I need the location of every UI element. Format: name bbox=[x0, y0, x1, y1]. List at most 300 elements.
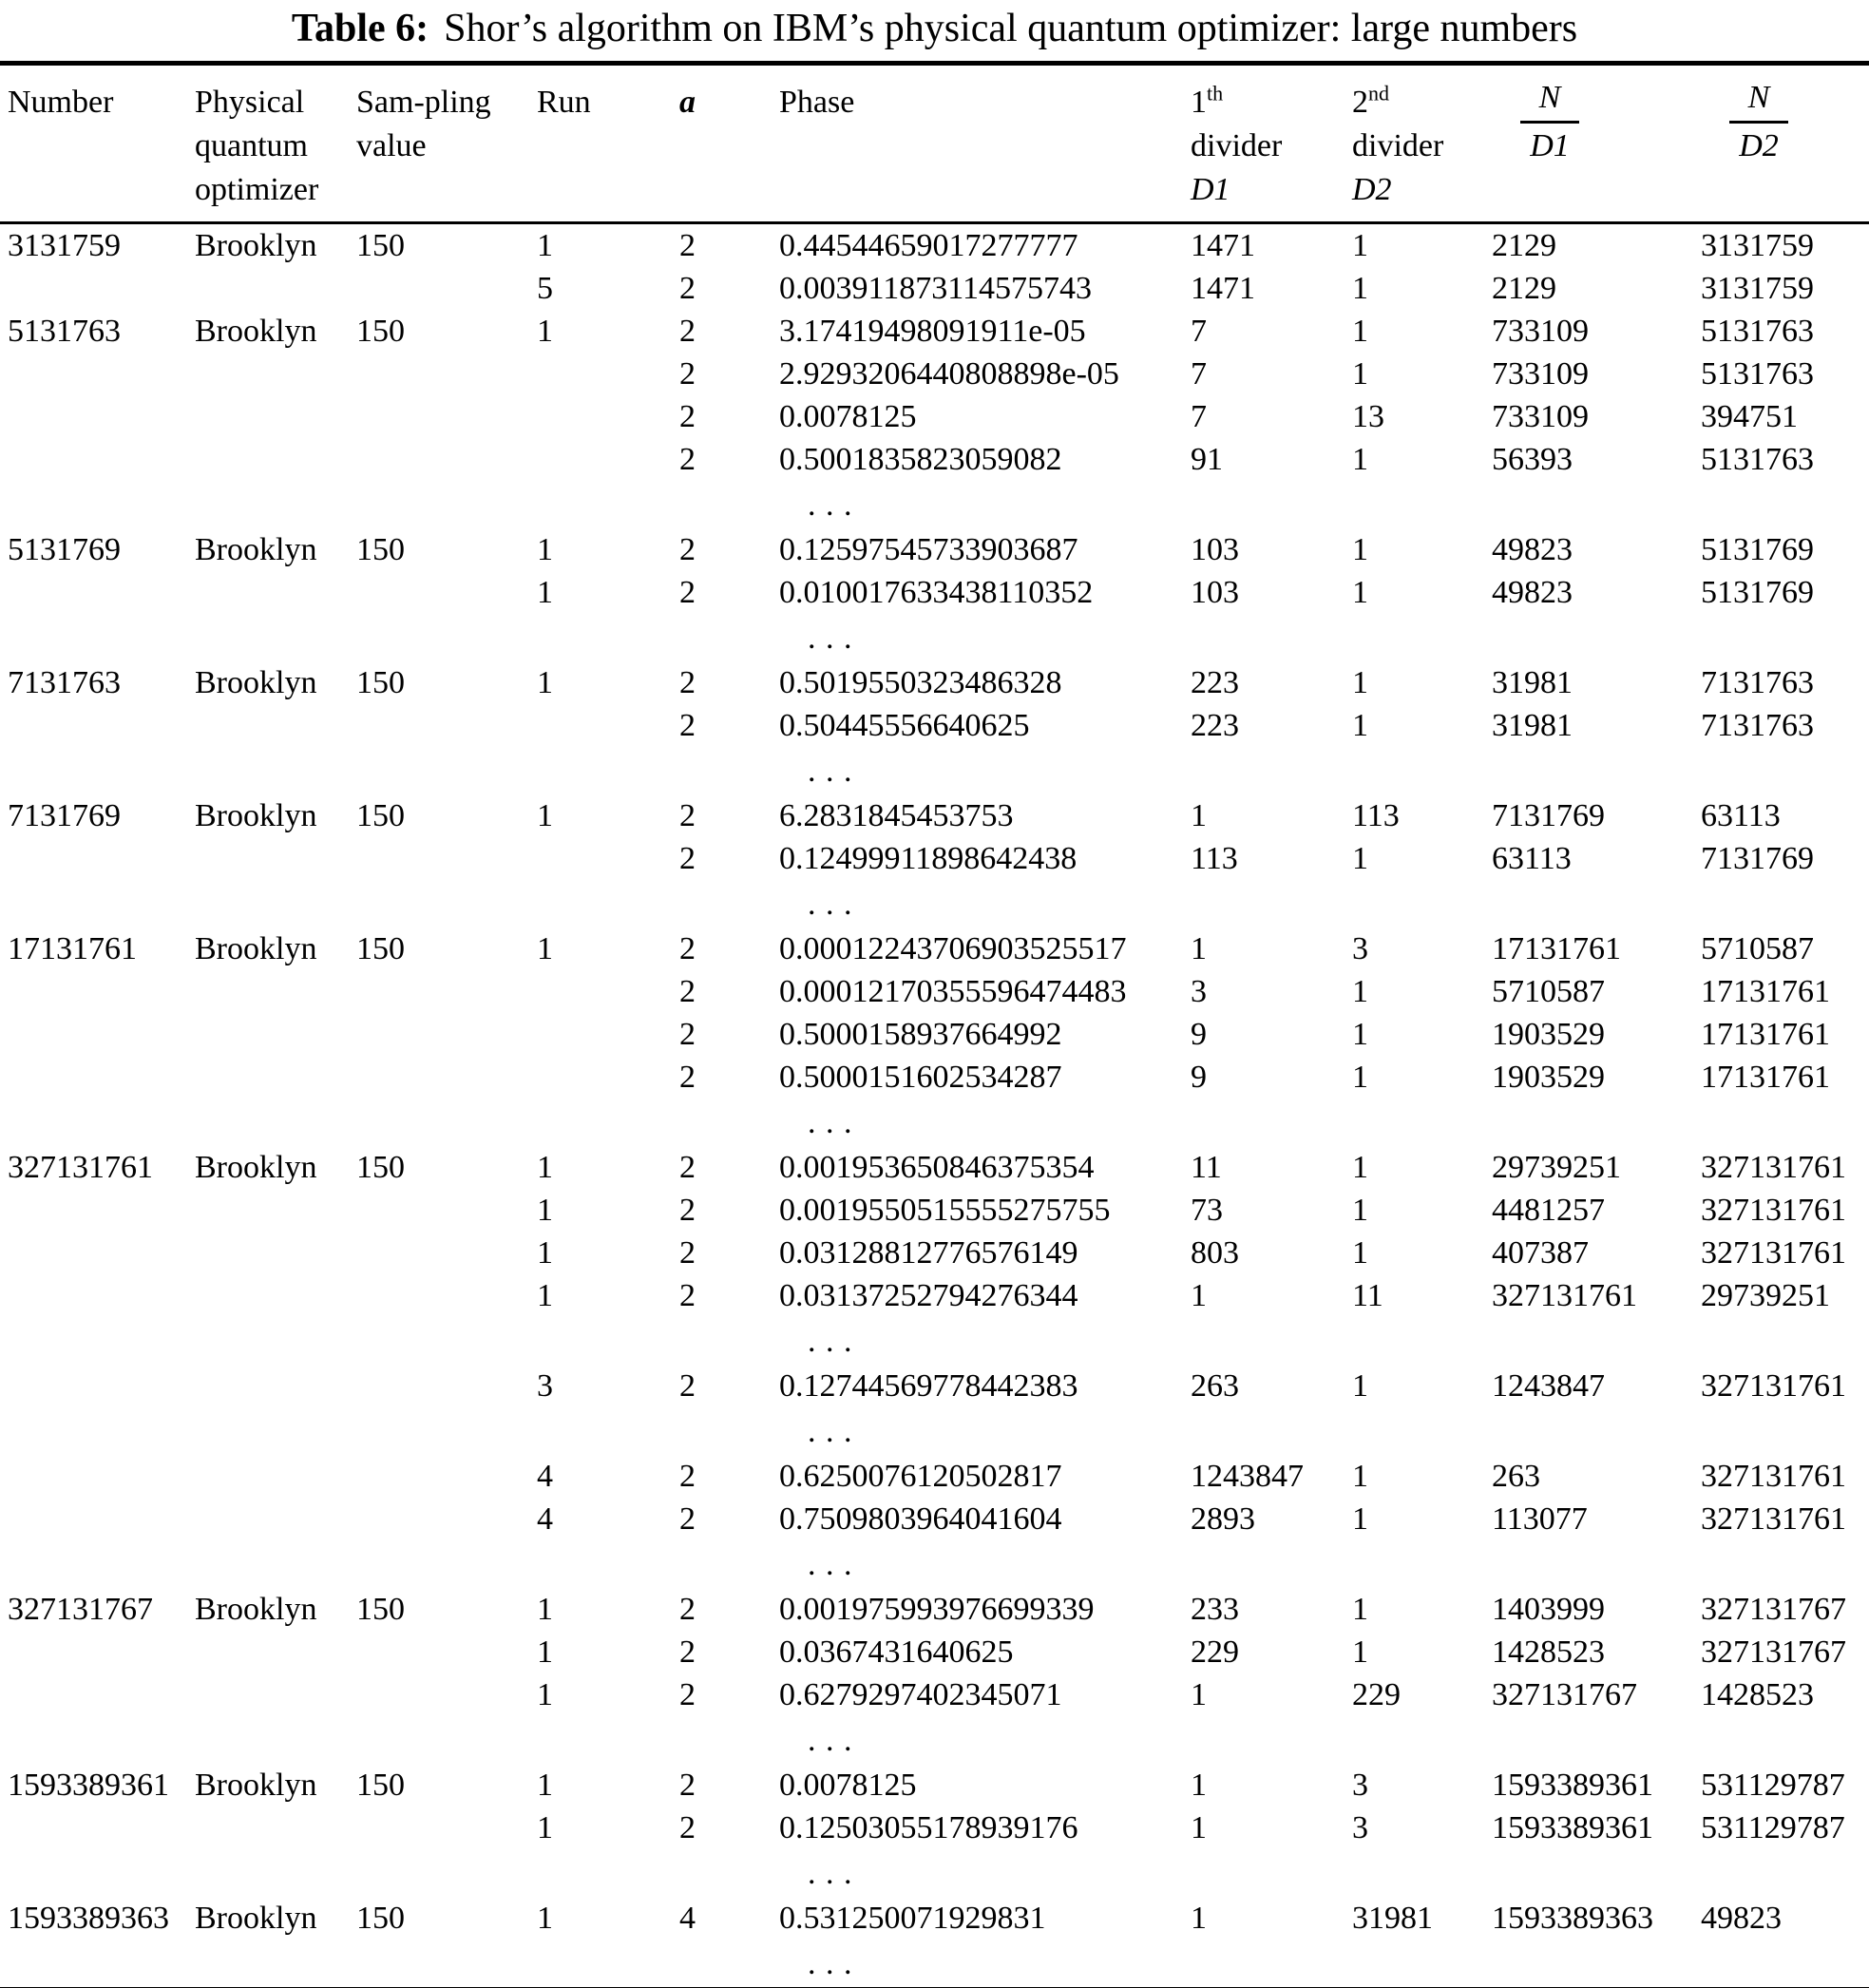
cell-a: 2 bbox=[679, 1368, 696, 1404]
cell-number bbox=[0, 1631, 195, 1673]
table-row bbox=[0, 395, 1869, 438]
cell-nd2: 29739251 bbox=[1701, 1278, 1830, 1313]
cell-nd2: 5131769 bbox=[1701, 575, 1814, 610]
cell-d2 bbox=[1352, 1099, 1492, 1146]
cell-optimizer bbox=[195, 438, 356, 481]
col-header-optimizer: Physical quantum optimizer bbox=[195, 85, 319, 207]
cell-d2: 1 bbox=[1352, 1501, 1368, 1537]
cell-d1: 113 bbox=[1191, 841, 1238, 876]
cell-optimizer bbox=[195, 1849, 356, 1897]
cell-sampling bbox=[356, 267, 537, 310]
cell-sampling bbox=[356, 704, 537, 747]
cell-d1 bbox=[1191, 1099, 1352, 1146]
fraction-bar bbox=[1729, 121, 1788, 124]
cell-nd1: 2129 bbox=[1492, 228, 1556, 263]
cell-phase: 0.5000158937664992 bbox=[779, 1017, 1062, 1052]
cell-run: 1 bbox=[537, 798, 553, 833]
cell-d1 bbox=[1191, 1716, 1352, 1764]
cell-number bbox=[0, 1673, 195, 1716]
cell-run: 1 bbox=[537, 1810, 553, 1845]
cell-number: 3131759 bbox=[8, 228, 121, 263]
cell-run bbox=[537, 1056, 679, 1099]
table-row bbox=[0, 1274, 1869, 1317]
cell-nd1: 733109 bbox=[1492, 356, 1589, 392]
cell-sampling: 150 bbox=[356, 1150, 405, 1185]
ellipsis-row bbox=[0, 1716, 1869, 1764]
cell-run: 1 bbox=[537, 1235, 553, 1271]
cell-a: 2 bbox=[679, 841, 696, 876]
cell-sampling bbox=[356, 1099, 537, 1146]
table-caption-text: Shor’s algorithm on IBM’s physical quantum optimizer: large numbers bbox=[444, 7, 1578, 50]
cell-optimizer: Brooklyn bbox=[195, 228, 317, 263]
table-row bbox=[0, 1631, 1869, 1673]
cell-d1: 91 bbox=[1191, 442, 1223, 477]
col-header-n-over-d1 bbox=[1492, 64, 1701, 223]
cell-phase: . . . bbox=[808, 886, 853, 922]
cell-nd2: 3131759 bbox=[1701, 271, 1814, 306]
cell-d1: 1 bbox=[1191, 1278, 1207, 1313]
fraction-bar bbox=[1520, 121, 1579, 124]
cell-a: 2 bbox=[679, 708, 696, 743]
cell-nd1: 1403999 bbox=[1492, 1592, 1605, 1627]
cell-d1: 103 bbox=[1191, 532, 1239, 567]
table-row bbox=[0, 1764, 1869, 1806]
cell-nd2 bbox=[1701, 880, 1869, 927]
cell-sampling bbox=[356, 1631, 537, 1673]
cell-number bbox=[0, 1365, 195, 1407]
cell-nd2 bbox=[1701, 1540, 1869, 1588]
cell-sampling bbox=[356, 571, 537, 614]
cell-nd2: 5131763 bbox=[1701, 314, 1814, 349]
cell-optimizer bbox=[195, 1274, 356, 1317]
cell-a: 2 bbox=[679, 1278, 696, 1313]
cell-nd1: 327131761 bbox=[1492, 1278, 1637, 1313]
cell-optimizer bbox=[195, 970, 356, 1013]
cell-sampling bbox=[356, 614, 537, 661]
cell-phase: . . . bbox=[808, 1722, 853, 1758]
cell-sampling bbox=[356, 970, 537, 1013]
cell-d1: 7 bbox=[1191, 356, 1207, 392]
cell-phase: 0.00012170355596474483 bbox=[779, 974, 1127, 1009]
cell-nd1: 31981 bbox=[1492, 708, 1573, 743]
cell-number: 327131767 bbox=[8, 1592, 153, 1627]
cell-phase: 0.44544659017277777 bbox=[779, 228, 1078, 263]
cell-optimizer bbox=[195, 1317, 356, 1365]
cell-sampling bbox=[356, 1716, 537, 1764]
ellipsis-row bbox=[0, 880, 1869, 927]
table-row bbox=[0, 571, 1869, 614]
results-table bbox=[0, 61, 1869, 1988]
cell-a: 2 bbox=[679, 399, 696, 434]
ellipsis-row bbox=[0, 1407, 1869, 1455]
cell-phase: 0.001953650846375354 bbox=[779, 1150, 1095, 1185]
cell-nd1: 1593389361 bbox=[1492, 1768, 1653, 1803]
cell-run bbox=[537, 353, 679, 395]
cell-d2: 1 bbox=[1352, 1592, 1368, 1627]
cell-d1: 1 bbox=[1191, 1677, 1207, 1712]
cell-d2: 1 bbox=[1352, 271, 1368, 306]
cell-run: 1 bbox=[537, 1193, 553, 1228]
table-caption bbox=[0, 0, 1869, 59]
cell-a: 2 bbox=[679, 532, 696, 567]
cell-number bbox=[0, 1099, 195, 1146]
cell-a bbox=[679, 880, 779, 927]
cell-phase: . . . bbox=[808, 487, 853, 523]
cell-nd2: 531129787 bbox=[1701, 1768, 1845, 1803]
cell-nd1: 17131761 bbox=[1492, 931, 1621, 966]
cell-nd2 bbox=[1701, 1716, 1869, 1764]
cell-phase: 3.17419498091911e-05 bbox=[779, 314, 1086, 349]
cell-a: 4 bbox=[679, 1901, 696, 1936]
cell-optimizer: Brooklyn bbox=[195, 665, 317, 700]
cell-phase: 0.03137252794276344 bbox=[779, 1278, 1078, 1313]
cell-nd2: 17131761 bbox=[1701, 974, 1830, 1009]
fraction-n-d1: $\frac{N}{D1}$ bbox=[1520, 77, 1579, 167]
cell-d2: 1 bbox=[1352, 1150, 1368, 1185]
cell-d1: 9 bbox=[1191, 1017, 1207, 1052]
cell-nd1: 5710587 bbox=[1492, 974, 1605, 1009]
cell-d2: 31981 bbox=[1352, 1901, 1433, 1936]
cell-phase: . . . bbox=[808, 620, 853, 656]
cell-sampling: 150 bbox=[356, 1901, 405, 1936]
cell-sampling bbox=[356, 747, 537, 794]
table-row bbox=[0, 1189, 1869, 1232]
cell-a: 2 bbox=[679, 1193, 696, 1228]
cell-nd1: 733109 bbox=[1492, 399, 1589, 434]
cell-number bbox=[0, 1232, 195, 1274]
col-header-run: Run bbox=[537, 85, 591, 120]
cell-nd1 bbox=[1492, 1099, 1701, 1146]
cell-optimizer bbox=[195, 1940, 356, 1988]
cell-number bbox=[0, 1056, 195, 1099]
cell-optimizer: Brooklyn bbox=[195, 1150, 317, 1185]
cell-a: 2 bbox=[679, 1459, 696, 1494]
cell-a bbox=[679, 1540, 779, 1588]
cell-number: 1593389363 bbox=[8, 1901, 169, 1936]
cell-nd1: 49823 bbox=[1492, 532, 1573, 567]
cell-optimizer bbox=[195, 1189, 356, 1232]
ellipsis-row bbox=[0, 1940, 1869, 1988]
cell-a: 2 bbox=[679, 356, 696, 392]
cell-run: 1 bbox=[537, 1150, 553, 1185]
cell-nd2: 5131763 bbox=[1701, 442, 1814, 477]
cell-nd2 bbox=[1701, 481, 1869, 528]
cell-nd2 bbox=[1701, 1849, 1869, 1897]
cell-sampling bbox=[356, 1540, 537, 1588]
ellipsis-row bbox=[0, 747, 1869, 794]
col-header-sampling: Sam-pling value bbox=[356, 85, 491, 163]
cell-d2 bbox=[1352, 1317, 1492, 1365]
cell-d2: 113 bbox=[1352, 798, 1400, 833]
cell-sampling: 150 bbox=[356, 532, 405, 567]
table-row bbox=[0, 661, 1869, 704]
cell-d2: 3 bbox=[1352, 931, 1368, 966]
cell-number: 17131761 bbox=[8, 931, 137, 966]
cell-phase: 0.12597545733903687 bbox=[779, 532, 1078, 567]
table-row bbox=[0, 1455, 1869, 1498]
cell-d1 bbox=[1191, 1540, 1352, 1588]
cell-optimizer: Brooklyn bbox=[195, 1901, 317, 1936]
cell-optimizer bbox=[195, 1232, 356, 1274]
cell-nd1: 7131769 bbox=[1492, 798, 1605, 833]
cell-optimizer bbox=[195, 481, 356, 528]
cell-run: 1 bbox=[537, 931, 553, 966]
cell-sampling: 150 bbox=[356, 1592, 405, 1627]
cell-optimizer bbox=[195, 1498, 356, 1540]
cell-a bbox=[679, 614, 779, 661]
cell-d2 bbox=[1352, 1540, 1492, 1588]
cell-number bbox=[0, 614, 195, 661]
col-header-a: a bbox=[679, 85, 696, 120]
cell-nd2: 1428523 bbox=[1701, 1677, 1814, 1712]
table-row bbox=[0, 1232, 1869, 1274]
cell-nd1: 29739251 bbox=[1492, 1150, 1621, 1185]
table-row bbox=[0, 927, 1869, 970]
cell-phase: 0.7509803964041604 bbox=[779, 1501, 1062, 1537]
cell-run bbox=[537, 880, 679, 927]
cell-run bbox=[537, 747, 679, 794]
cell-phase: 0.12499911898642438 bbox=[779, 841, 1078, 876]
cell-d2: 11 bbox=[1352, 1278, 1383, 1313]
cell-sampling bbox=[356, 1849, 537, 1897]
cell-sampling bbox=[356, 1013, 537, 1056]
cell-number bbox=[0, 438, 195, 481]
cell-sampling: 150 bbox=[356, 665, 405, 700]
cell-phase: . . . bbox=[808, 1323, 853, 1359]
cell-optimizer: Brooklyn bbox=[195, 532, 317, 567]
cell-sampling bbox=[356, 1274, 537, 1317]
cell-nd2: 531129787 bbox=[1701, 1810, 1845, 1845]
cell-number bbox=[0, 1317, 195, 1365]
cell-d2 bbox=[1352, 747, 1492, 794]
ellipsis-row bbox=[0, 1540, 1869, 1588]
cell-nd1: 2129 bbox=[1492, 271, 1556, 306]
cell-d1: 73 bbox=[1191, 1193, 1223, 1228]
cell-number bbox=[0, 880, 195, 927]
col-header-divider-d2: 2nd divider D2 bbox=[1352, 81, 1444, 207]
cell-d1: 2893 bbox=[1191, 1501, 1255, 1537]
cell-d1: 223 bbox=[1191, 708, 1239, 743]
cell-run bbox=[537, 1940, 679, 1988]
cell-number: 5131769 bbox=[8, 532, 121, 567]
cell-run: 5 bbox=[537, 271, 553, 306]
cell-nd1 bbox=[1492, 1940, 1701, 1988]
cell-phase: 0.12503055178939176 bbox=[779, 1810, 1078, 1845]
col-header-number: Number bbox=[8, 85, 114, 120]
cell-d1: 223 bbox=[1191, 665, 1239, 700]
cell-nd2: 17131761 bbox=[1701, 1060, 1830, 1095]
cell-d1: 1 bbox=[1191, 1768, 1207, 1803]
cell-run bbox=[537, 1849, 679, 1897]
cell-phase: 0.003911873114575743 bbox=[779, 271, 1092, 306]
fraction-n-d2: $\frac{N}{D2}$ bbox=[1729, 77, 1788, 167]
cell-sampling bbox=[356, 837, 537, 880]
table-row bbox=[0, 267, 1869, 310]
cell-phase: 0.03128812776576149 bbox=[779, 1235, 1078, 1271]
cell-a bbox=[679, 1716, 779, 1764]
cell-nd2: 327131761 bbox=[1701, 1193, 1846, 1228]
cell-a bbox=[679, 747, 779, 794]
cell-nd1: 1243847 bbox=[1492, 1368, 1605, 1404]
cell-d1: 7 bbox=[1191, 399, 1207, 434]
table-row bbox=[0, 1806, 1869, 1849]
table-row bbox=[0, 1588, 1869, 1631]
ellipsis-row bbox=[0, 481, 1869, 528]
cell-sampling bbox=[356, 1189, 537, 1232]
cell-number bbox=[0, 481, 195, 528]
cell-optimizer: Brooklyn bbox=[195, 1592, 317, 1627]
cell-phase: 0.50445556640625 bbox=[779, 708, 1030, 743]
table-row bbox=[0, 353, 1869, 395]
cell-d2: 1 bbox=[1352, 1017, 1368, 1052]
cell-d2: 1 bbox=[1352, 442, 1368, 477]
cell-d1 bbox=[1191, 1407, 1352, 1455]
cell-d1: 103 bbox=[1191, 575, 1239, 610]
cell-run bbox=[537, 1013, 679, 1056]
cell-nd2 bbox=[1701, 1317, 1869, 1365]
cell-d2: 1 bbox=[1352, 1235, 1368, 1271]
table-row bbox=[0, 1013, 1869, 1056]
cell-sampling: 150 bbox=[356, 228, 405, 263]
cell-d1: 7 bbox=[1191, 314, 1207, 349]
cell-phase: 2.9293206440808898e-05 bbox=[779, 356, 1119, 392]
cell-phase: 0.12744569778442383 bbox=[779, 1368, 1078, 1404]
cell-d2: 1 bbox=[1352, 1193, 1368, 1228]
cell-d1 bbox=[1191, 747, 1352, 794]
cell-run bbox=[537, 1317, 679, 1365]
cell-phase: 0.0367431640625 bbox=[779, 1634, 1014, 1670]
table-row bbox=[0, 1498, 1869, 1540]
ellipsis-row bbox=[0, 1099, 1869, 1146]
cell-a: 2 bbox=[679, 798, 696, 833]
cell-sampling bbox=[356, 481, 537, 528]
cell-d2: 1 bbox=[1352, 1060, 1368, 1095]
cell-phase: 0.6279297402345071 bbox=[779, 1677, 1062, 1712]
cell-run bbox=[537, 481, 679, 528]
cell-nd1 bbox=[1492, 1317, 1701, 1365]
cell-sampling bbox=[356, 1940, 537, 1988]
cell-run: 1 bbox=[537, 1677, 553, 1712]
cell-sampling: 150 bbox=[356, 798, 405, 833]
cell-optimizer bbox=[195, 880, 356, 927]
cell-d2 bbox=[1352, 1849, 1492, 1897]
cell-nd2: 327131761 bbox=[1701, 1235, 1846, 1271]
cell-d2: 1 bbox=[1352, 575, 1368, 610]
cell-phase: 0.0019550515555275755 bbox=[779, 1193, 1111, 1228]
ellipsis-row bbox=[0, 1849, 1869, 1897]
cell-nd1: 63113 bbox=[1492, 841, 1572, 876]
cell-optimizer bbox=[195, 1365, 356, 1407]
cell-nd1: 1428523 bbox=[1492, 1634, 1605, 1670]
cell-sampling bbox=[356, 1498, 537, 1540]
cell-d1: 1 bbox=[1191, 798, 1207, 833]
cell-optimizer bbox=[195, 395, 356, 438]
cell-sampling: 150 bbox=[356, 314, 405, 349]
cell-nd2: 327131761 bbox=[1701, 1368, 1846, 1404]
cell-phase: . . . bbox=[808, 753, 853, 789]
cell-d1 bbox=[1191, 1940, 1352, 1988]
cell-sampling bbox=[356, 395, 537, 438]
cell-sampling bbox=[356, 1365, 537, 1407]
cell-a: 2 bbox=[679, 931, 696, 966]
cell-run: 1 bbox=[537, 1768, 553, 1803]
cell-d1: 9 bbox=[1191, 1060, 1207, 1095]
cell-a: 2 bbox=[679, 271, 696, 306]
cell-d1: 803 bbox=[1191, 1235, 1239, 1271]
cell-sampling bbox=[356, 1673, 537, 1716]
cell-nd2 bbox=[1701, 1407, 1869, 1455]
cell-nd2: 327131767 bbox=[1701, 1592, 1846, 1627]
cell-a: 2 bbox=[679, 575, 696, 610]
cell-d1: 11 bbox=[1191, 1150, 1222, 1185]
table-row bbox=[0, 528, 1869, 571]
cell-nd1: 327131767 bbox=[1492, 1677, 1637, 1712]
table-caption-label: Table 6: bbox=[291, 7, 429, 50]
col-header-phase: Phase bbox=[779, 85, 855, 120]
cell-d1 bbox=[1191, 880, 1352, 927]
cell-nd1 bbox=[1492, 880, 1701, 927]
cell-optimizer bbox=[195, 1673, 356, 1716]
cell-run: 1 bbox=[537, 532, 553, 567]
cell-number bbox=[0, 1013, 195, 1056]
cell-run bbox=[537, 837, 679, 880]
cell-d1: 1 bbox=[1191, 1901, 1207, 1936]
cell-nd1: 31981 bbox=[1492, 665, 1573, 700]
cell-nd1: 49823 bbox=[1492, 575, 1573, 610]
cell-a: 2 bbox=[679, 1235, 696, 1271]
cell-nd2: 7131763 bbox=[1701, 708, 1814, 743]
cell-d1: 1471 bbox=[1191, 228, 1255, 263]
cell-sampling bbox=[356, 1056, 537, 1099]
cell-a bbox=[679, 1940, 779, 1988]
cell-d2: 13 bbox=[1352, 399, 1384, 434]
header-row bbox=[0, 64, 1869, 223]
cell-run: 1 bbox=[537, 314, 553, 349]
cell-a: 2 bbox=[679, 442, 696, 477]
cell-optimizer bbox=[195, 571, 356, 614]
cell-phase: . . . bbox=[808, 1546, 853, 1582]
cell-number bbox=[0, 747, 195, 794]
cell-nd2: 327131767 bbox=[1701, 1634, 1846, 1670]
cell-d2: 1 bbox=[1352, 356, 1368, 392]
cell-phase: 0.6250076120502817 bbox=[779, 1459, 1062, 1494]
cell-phase: . . . bbox=[808, 1945, 853, 1981]
cell-nd1: 263 bbox=[1492, 1459, 1540, 1494]
cell-d2: 1 bbox=[1352, 1634, 1368, 1670]
cell-phase: 0.0078125 bbox=[779, 1768, 917, 1803]
table-row bbox=[0, 1056, 1869, 1099]
cell-a bbox=[679, 1849, 779, 1897]
cell-sampling bbox=[356, 1455, 537, 1498]
cell-nd1: 1593389361 bbox=[1492, 1810, 1653, 1845]
cell-number: 7131769 bbox=[8, 798, 121, 833]
cell-nd2 bbox=[1701, 1099, 1869, 1146]
cell-optimizer bbox=[195, 267, 356, 310]
cell-d1: 233 bbox=[1191, 1592, 1239, 1627]
cell-d2: 1 bbox=[1352, 1368, 1368, 1404]
cell-d2: 1 bbox=[1352, 708, 1368, 743]
cell-run: 1 bbox=[537, 1592, 553, 1627]
cell-nd2: 7131763 bbox=[1701, 665, 1814, 700]
cell-d1: 229 bbox=[1191, 1634, 1239, 1670]
cell-number bbox=[0, 704, 195, 747]
cell-d2: 1 bbox=[1352, 1459, 1368, 1494]
cell-number bbox=[0, 353, 195, 395]
cell-run bbox=[537, 395, 679, 438]
table-row bbox=[0, 1673, 1869, 1716]
col-header-divider-d1: 1th divider D1 bbox=[1191, 81, 1283, 207]
cell-d2 bbox=[1352, 1716, 1492, 1764]
